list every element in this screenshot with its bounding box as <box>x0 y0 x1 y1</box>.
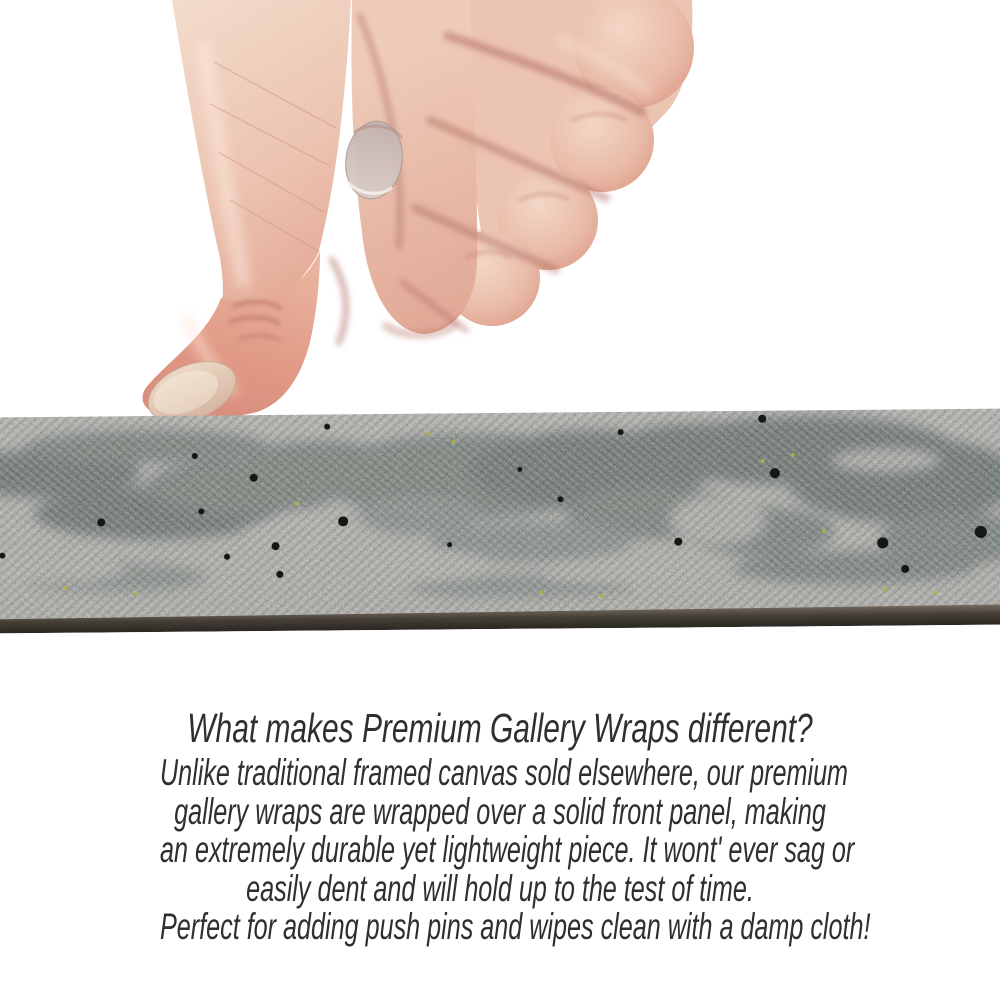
benefits-heading: What makes Premium Gallery Wraps different? <box>187 705 813 751</box>
canvas-strip-illustration <box>0 409 1000 634</box>
canvas-grain-light <box>0 409 1000 620</box>
marketing-copy <box>0 706 1000 947</box>
benefits-body-line: an extremely durable yet lightweight piece. It wont' ever sag or <box>160 829 855 870</box>
hand-pressing-thumb-image <box>100 0 720 432</box>
canvas-edge-image <box>0 409 1000 634</box>
benefits-body-line: easily dent and will hold up to the test of time. <box>246 867 754 909</box>
benefits-body-line: Perfect for adding push pins and wipes clean with a damp cloth! <box>160 906 871 947</box>
benefits-body-line: Unlike traditional framed canvas sold elsewhere, our premium <box>160 752 849 793</box>
benefits-body <box>0 754 1000 947</box>
hand-illustration <box>100 0 720 432</box>
benefits-body-line: gallery wraps are wrapped over a solid front panel, making <box>174 790 826 832</box>
